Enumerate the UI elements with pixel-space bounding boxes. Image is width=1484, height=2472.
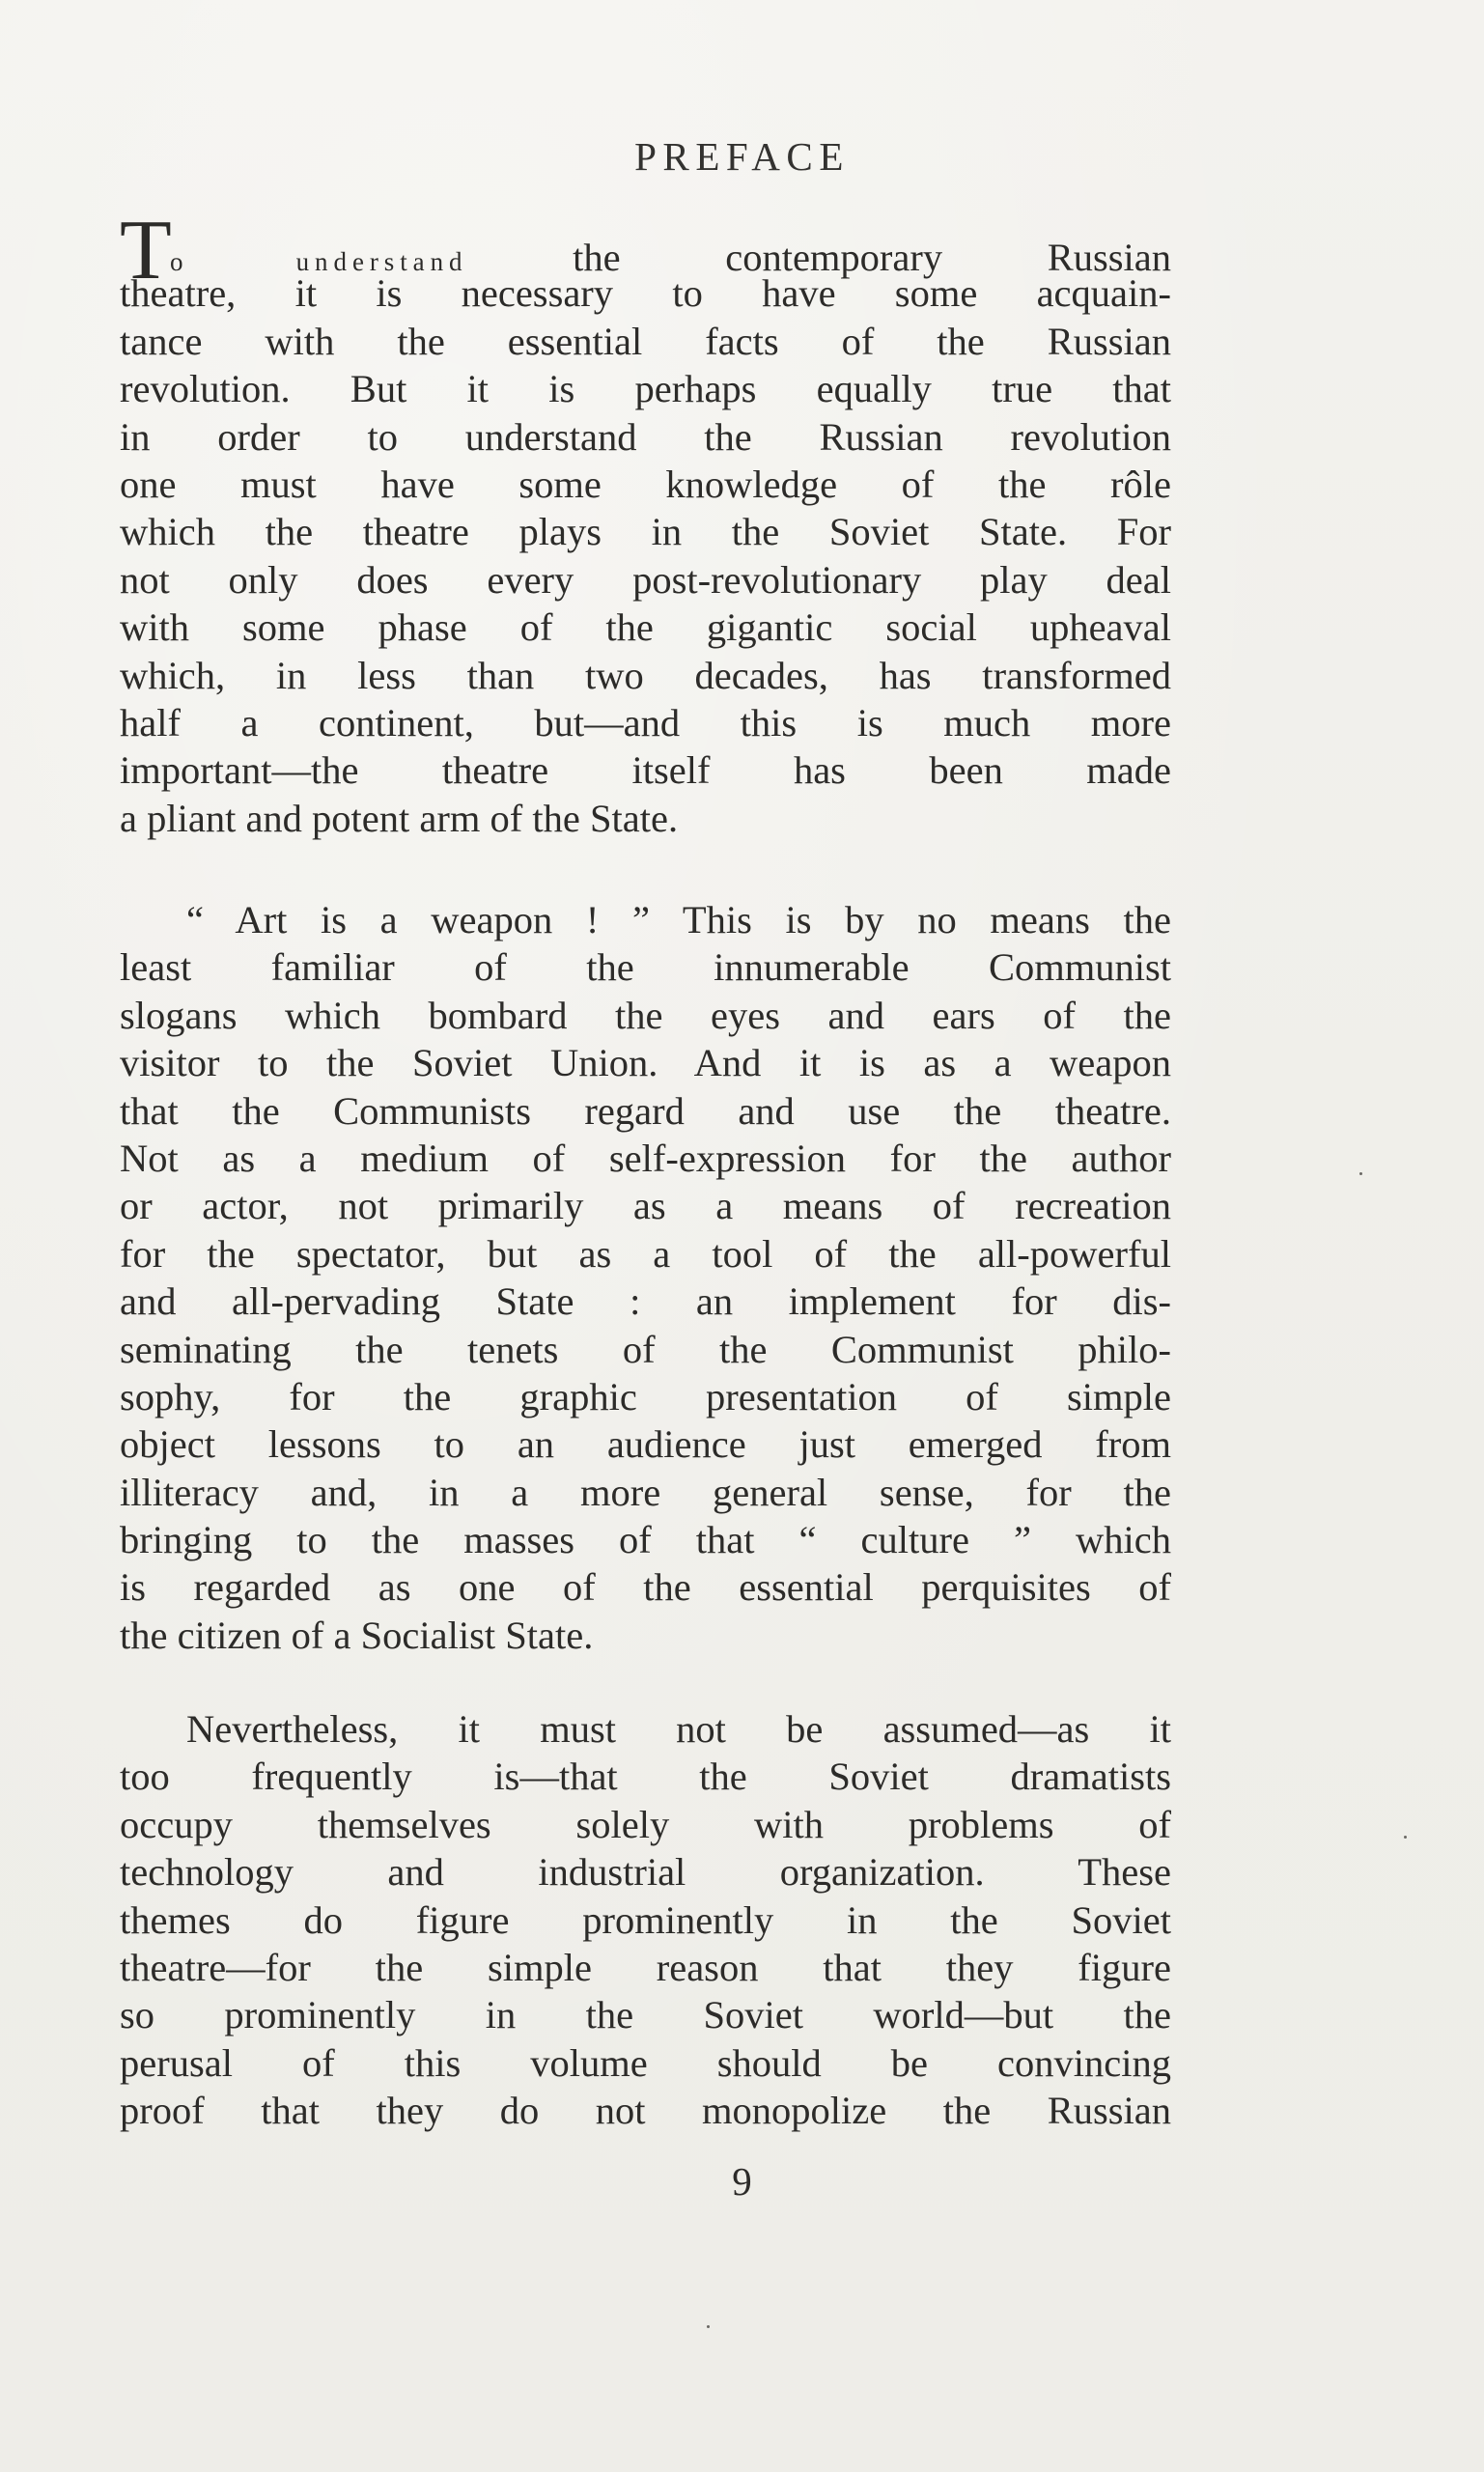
text-line: sophy, for the graphic presentation of simple [120,1374,1171,1419]
text-line: Nevertheless, it must not be assumed—as it [186,1707,1171,1751]
text-line: that the Communists regard and use the theatre. [120,1088,1171,1133]
small-caps-opening: o understand [170,247,468,276]
paragraph-3 [120,1705,1171,2135]
text-line: which, in less than two decades, has transformed [120,653,1171,697]
paper-speck [1359,1172,1362,1175]
page-heading: PREFACE [634,134,850,179]
text-line: a pliant and potent arm of the State. [120,796,679,840]
text-line: theatre—for the simple reason that they figure [120,1945,1171,1989]
text-line: object lessons to an audience just emerged from [120,1422,1171,1467]
text-line: proof that they do not monopolize the Russian [120,2089,1171,2133]
text-line: or actor, not primarily as a means of recreation [120,1184,1171,1228]
text-line: and all-pervading State : an implement for dis- [120,1279,1171,1324]
paper-speck [1404,1836,1407,1839]
text-line: the citizen of a Socialist State. [120,1613,594,1657]
text-line: “ Art is a weapon ! ” This is by no means the [186,898,1171,941]
paragraph-2 [120,896,1171,1659]
text-line: with some phase of the gigantic social upheaval [120,605,1171,650]
text-line: which the theatre plays in the Soviet State. For [120,510,1171,554]
text-line: not only does every post-revolutionary play deal [120,557,1171,602]
text-line: too frequently is—that the Soviet dramatists [120,1755,1171,1799]
text-line: occupy themselves solely with problems of [120,1802,1171,1846]
text-line: revolution. But it is perhaps equally true that [120,367,1171,411]
text-line: for the spectator, but as a tool of the all-powerful [120,1231,1171,1276]
opening-line-rest: the contemporary Russian [467,236,1171,279]
text-line: tance with the essential facts of the Russian [120,319,1171,363]
paper-speck [707,2325,710,2328]
drop-cap: T [120,204,170,297]
text-line: illiteracy and, in a more general sense, for the [120,1470,1171,1514]
paragraph-1 [120,204,1171,842]
text-line: themes do figure prominently in the Soviet [120,1897,1171,1942]
text-line: important—the theatre itself has been made [120,748,1171,793]
text-line: bringing to the masses of that “ culture ” which [120,1518,1171,1562]
text-line: perusal of this volume should be convincing [120,2040,1171,2085]
text-line: visitor to the Soviet Union. And it is as a weapon [120,1041,1171,1085]
text-line: technology and industrial organization. These [120,1850,1171,1895]
text-line: is regarded as one of the essential perquisites of [120,1565,1171,1610]
text-line: theatre, it is necessary to have some acquain- [120,271,1171,316]
text-line: slogans which bombard the eyes and ears of the [120,993,1171,1037]
text-line: so prominently in the Soviet world—but the [120,1993,1171,2037]
text-line: least familiar of the innumerable Communist [120,945,1171,990]
text-line: Not as a medium of self-expression for the author [120,1136,1171,1180]
text-line: half a continent, but—and this is much more [120,700,1171,744]
text-line: one must have some knowledge of the rôle [120,462,1171,506]
text-line: in order to understand the Russian revolution [120,414,1171,459]
page-number: 9 [732,2159,752,2204]
text-line: seminating the tenets of the Communist philo- [120,1327,1171,1371]
